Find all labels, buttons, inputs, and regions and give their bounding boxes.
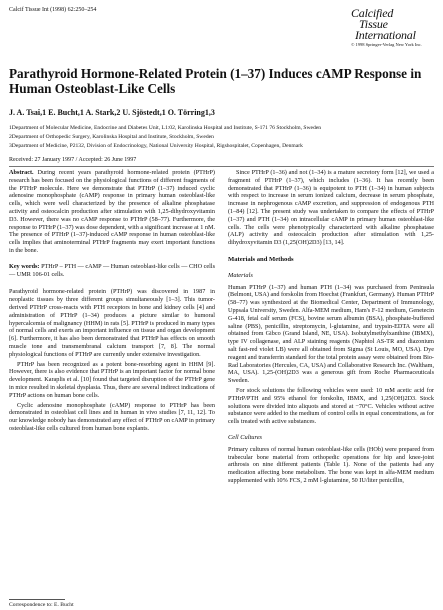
keywords	[9, 263, 215, 279]
footnote-rule	[9, 599, 65, 600]
correspondence-note	[9, 599, 215, 609]
logo-line-1: Calcified	[351, 6, 394, 20]
header-divider	[9, 166, 434, 167]
methods-heading: Materials and Methods	[228, 255, 294, 263]
intro-paragraph-2: PTHrP has been recognized as a potent bone-resorbing agent in HHM [9]. However, there is also evidence that PTHrP is an important factor for normal bone development. Karaplis et al. [10] found that targeted disruption of the PTHrP gene in mice resulted in skeletal dysplasia. Thus, there are several indirect indications of PTHrP actions on human bone cells.	[9, 360, 215, 399]
intro-paragraph-3: Cyclic adenosine monophosphate (cAMP) response to PTHrP has been demonstrated in osteoblast cell lines and in human in vivo studies [7, 11, 12]. To our knowledge nobody has demonstrated any effect of PTHrP on cAMP in primary osteoblast-like cells cultured from human bone explants.	[9, 401, 215, 432]
abstract	[9, 169, 215, 255]
affiliations	[9, 124, 439, 151]
left-column	[9, 169, 215, 435]
affiliation-3: 3Department of Medicine, P2132, Division of Endocrinology, National University Hospital, Rigshospitalet, Copenhagen, Denmark	[9, 143, 303, 149]
cell-cultures-paragraph: Primary cultures of normal human osteoblast-like cells (HOb) were prepared from trabecular bone material from orthopedic operations for hip and knee-joint arthrosis on nine different patients (Table 1). None of the patients had any medication affecting bone metabolism. The bone was kept in alfa-MEM medium supplemented with 10% FCS, 2 mM l-glutamine, 50 IU/liter penicillin,	[228, 445, 434, 484]
logo-line-3: International	[355, 28, 416, 42]
right-column	[228, 169, 434, 487]
intro-paragraph-4: Since PTHrP (1–36) and not (1–34) is a mature secretory form [12], we used a fragment of PTHrP (1–37), which includes (1–36). It has recently been demonstrated that PTHrP (1–36) is equipotent to PTH (1–34) in human subjects with respect to increase in serum ionized calcium, decrease in serum phosphate, increase in nephrogenous cAMP excretion, and suppression of endogenous PTH (1–84) [12]. The present study was undertaken to compare the effects of PTHrP (1–37) and PTH (1–34) on intracellular cAMP in primary human osteoblast-like cells. The cells were phenotypically characterized with alkaline phosphatase (ALP) activity and osteocalcin production after stimulation with 1,25-dihydroxyvitamin D3 (1,25(OH)2D3) [13, 14].	[228, 169, 434, 247]
copyright-notice: © 1998 Springer-Verlag New York Inc.	[351, 42, 422, 47]
materials-heading: Materials	[228, 271, 253, 279]
cell-cultures-heading: Cell Cultures	[228, 433, 263, 441]
correspondence-text: Correspondence to: E. Bucht	[9, 602, 74, 608]
keywords-label: Key words:	[9, 262, 40, 270]
abstract-text: During recent years parathyroid hormone-related protein (PTHrP) research has been focused on the physiological functions of different fragments of the PTHrP molecule. Here we demonstrate that PTHrP (1–37) induced cyclic adenosine monophosphate (cAMP) response in primary human osteoblast-like cells, which were well characterized by the presence of alkaline phosphatase activity and osteocalcin production after stimulation with 1,25-dihydroxyvitamin D3. However, there was no cAMP response to PTHrP (58–77). Furthermore, the response to PTHrP (1–37) was dose dependent, with a significant increase at 1 nM. The presence of PTHrP (1–37)-induced cAMP response in human osteoblast-like cells implies that aminoterminal PTHrP fragments may exert important functions in the bone.	[9, 169, 215, 254]
keywords-text: PTHrP – PTH — cAMP — Human osteoblast-like cells — CHO cells — UMR 106-01 cells.	[9, 262, 216, 278]
author-list: J. A. Tsai,1 E. Bucht,1 A. Stark,2 U. Sjöstedt,1 O. Törring1,3	[9, 108, 215, 117]
materials-paragraph-1: Human PTHrP (1–37) and human PTH (1–34) was purchased from Peninsula (Belmont, USA) and forskolin from Hoechst (Frankfurt, Germany). Human PTHrP (58–77) was synthesized at the Biomedical Center, Department of Immunology, Uppsala University, Sweden. Alfa-MEM medium, Ham's F-12 medium, Genetecin G-418, fetal calf serum (FCS), bovine serum albumin (BSA), phosphate-buffered saline (PBS), penicillin, streptomycin, l-glutamine, and trypsin-EDTA were all obtained from Gibco (Grand Island, NE, USA). Isobutylmethylxanthine (IBMX), type IV collagenase, and ALP staining reagents (Naphtol AS-TR and diazonium salt fast-red violet LB) were all obtained from Sigma (St Louis, MO, USA). Dye reagent and transferrin standard for the total protein assay were obtained from Bio-Rad Laboratories (Hercules, CA, USA) and Collaborative Research Inc. (Waltham, MA, USA). 1,25-(OH)2D3 was a generous gift from Roche Pharmaceuticals Sweden.	[228, 283, 434, 385]
affiliation-2: 2Department of Orthopedic Surgery, Karolinska Hospital and Institute, Stockholm, Sweden	[9, 134, 214, 140]
abstract-label: Abstract.	[9, 169, 34, 176]
materials-paragraph-2: For stock solutions the following vehicles were used: 10 mM acetic acid for PTHrP/PTH and 95% ethanol for forskolin, IBMX, and 1,25(OH)2D3. Stock solutions were divided into aliquots and stored at −70°C. Vehicles without active substance were added to the medium of control cells in equal concentrations, as for cells treated with active substances.	[228, 386, 434, 426]
spacer	[9, 280, 215, 288]
intro-paragraph-1: Parathyroid hormone-related protein (PTHrP) was discovered in 1987 in neoplastic tissues by three different groups simultaneously [1–3]. This tumor-derived PTHrP cross-reacts with PTH receptors in bone and kidney cells [4] and administration of PTHrP (1–34) produces a picture similar to humoral hypercalcemia of malignancy (HHM) in rats [5]. PTHrP is produced in many types of normal cells and exerts an important influence on tissue and organ development [6]. Furthermore, it has also been demonstrated that PTHrP has effects on smooth muscle tone and transmembranal calcium transport [7, 8]. The normal physiological functions of PTHrP are currently under extensive investigation.	[9, 288, 215, 358]
received-dates: Received: 27 January 1997 / Accepted: 26 June 1997	[9, 157, 137, 163]
journal-logo	[351, 8, 437, 48]
journal-citation: Calcif Tissue Int (1998) 62:250–254	[9, 7, 97, 13]
article-title: Parathyroid Hormone-Related Protein (1–37) Induces cAMP Response in Human Osteoblast-Like Cells	[9, 66, 422, 96]
affiliation-1: 1Department of Molecular Medicine, Endocrine and Diabetes Unit, L1:02, Karolinska Hospital and Institute, S-171 76 Stockholm, Sweden	[9, 125, 322, 131]
logo-line-2: Tissue	[359, 17, 388, 31]
